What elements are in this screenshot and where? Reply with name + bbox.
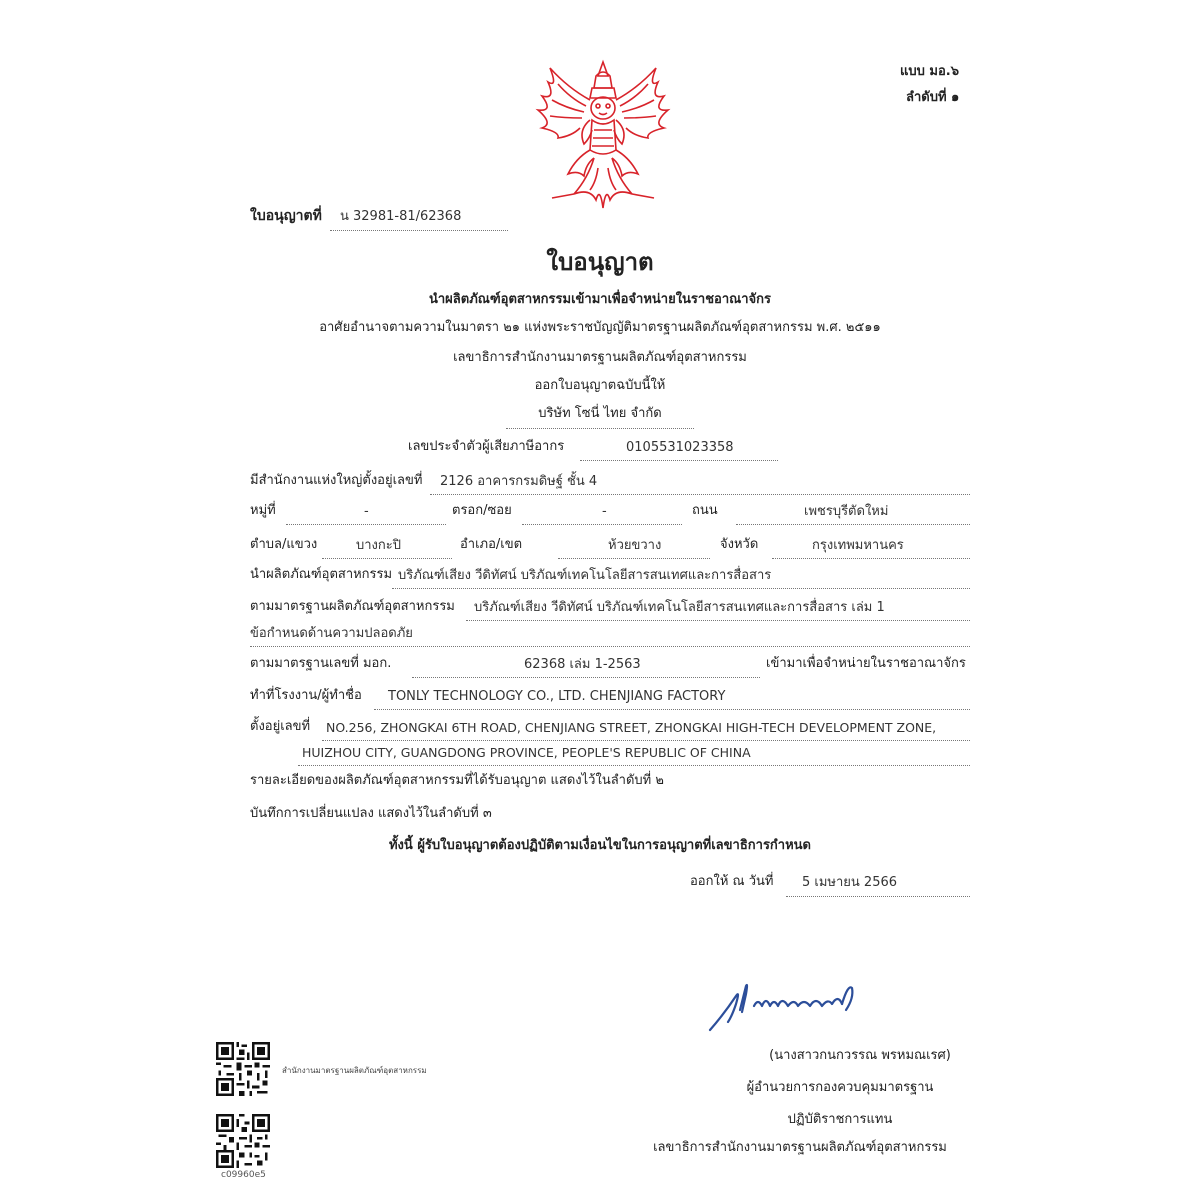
standard-no-suffix: เข้ามาเพื่อจำหน่ายในราชอาณาจักร: [766, 656, 966, 671]
company-name: บริษัท โซนี่ ไทย จำกัด: [538, 406, 662, 421]
standard-no-label: ตามมาตรฐานเลขที่ มอก.: [250, 656, 392, 671]
qr-code-icon: [216, 1114, 270, 1168]
amphoe-value: ห้วยขวาง: [608, 538, 662, 553]
office-value: 2126 อาคารกรมดิษฐ์ ชั้น 4: [440, 474, 598, 489]
signer-position: ผู้อำนวยการกองควบคุมมาตรฐาน: [746, 1080, 934, 1095]
road-value: เพชรบุรีตัดใหม่: [804, 504, 889, 519]
license-number-value: น 32981-81/62368: [340, 209, 462, 224]
order-number: ลำดับที่ ๑: [906, 90, 960, 105]
signer-for: เลขาธิการสำนักงานมาตรฐานผลิตภัณฑ์อุตสาหกรรม: [653, 1140, 947, 1155]
issued-value: 5 เมษายน 2566: [802, 875, 898, 890]
issued-label: ออกให้ ณ วันที่: [690, 874, 774, 889]
standard-no-value: 62368 เล่ม 1-2563: [524, 657, 641, 672]
standard-label: ตามมาตรฐานผลิตภัณฑ์อุตสาหกรรม: [250, 599, 455, 614]
signer-acting: ปฏิบัติราชการแทน: [787, 1112, 893, 1127]
dotted-line: [330, 230, 508, 231]
dotted-line: [522, 524, 682, 525]
changes-note: บันทึกการเปลี่ยนแปลง แสดงไว้ในลำดับที่ ๓: [250, 806, 492, 821]
details-note: รายละเอียดของผลิตภัณฑ์อุตสาหกรรมที่ได้รับอนุญาต แสดงไว้ในลำดับที่ ๒: [250, 773, 664, 788]
issuer-text: เลขาธิการสำนักงานมาตรฐานผลิตภัณฑ์อุตสาหกรรม: [453, 350, 747, 365]
dotted-line: [250, 646, 970, 647]
dotted-line: [736, 524, 970, 525]
dotted-line: [412, 677, 760, 678]
condition-text: ทั้งนี้ ผู้รับใบอนุญาตต้องปฏิบัติตามเงื่อนไขในการอนุญาตที่เลขาธิการกำหนด: [388, 838, 811, 853]
issue-to-text: ออกใบอนุญาตฉบับนี้ให้: [534, 378, 666, 393]
moo-label: หมู่ที่: [250, 503, 276, 518]
product-label: นำผลิตภัณฑ์อุตสาหกรรม: [250, 567, 393, 582]
soi-value: -: [602, 504, 607, 519]
tambon-label: ตำบล/แขวง: [250, 537, 318, 552]
dotted-line: [392, 588, 970, 589]
dotted-line: [506, 428, 694, 429]
dotted-line: [430, 494, 970, 495]
dotted-line: [322, 558, 452, 559]
factory-address-line1: NO.256, ZHONGKAI 6TH ROAD, CHENJIANG STREET, ZHONGKAI HIGH-TECH DEVELOPMENT ZONE,: [326, 720, 937, 735]
dotted-line: [580, 460, 778, 461]
tax-id-label: เลขประจำตัวผู้เสียภาษีอากร: [408, 439, 565, 454]
dotted-line: [466, 620, 970, 621]
factory-label: ทำที่โรงงาน/ผู้ทำชื่อ: [250, 688, 362, 703]
tambon-value: บางกะปิ: [356, 538, 402, 553]
signer-name: (นางสาวกนกวรรณ พรหมณเรศ): [769, 1048, 951, 1063]
product-value: บริภัณฑ์เสียง วีดิทัศน์ บริภัณฑ์เทคโนโลยีสารสนเทศและการสื่อสาร: [398, 568, 772, 583]
standard-value-line2: ข้อกำหนดด้านความปลอดภัย: [250, 626, 413, 641]
amphoe-label: อำเภอ/เขต: [460, 537, 523, 552]
qr-caption: สำนักงานมาตรฐานผลิตภัณฑ์อุตสาหกรรม: [282, 1066, 427, 1075]
province-label: จังหวัด: [720, 537, 759, 552]
dotted-line: [374, 709, 970, 710]
qr-code-text: c09960e5: [221, 1170, 266, 1180]
dotted-line: [322, 740, 970, 741]
standard-value-line1: บริภัณฑ์เสียง วีดิทัศน์ บริภัณฑ์เทคโนโลยีสารสนเทศและการสื่อสาร เล่ม 1: [474, 600, 885, 615]
garuda-emblem-icon: [528, 58, 678, 214]
qr-code-icon: [216, 1042, 270, 1096]
dotted-line: [298, 765, 970, 766]
factory-address-label: ตั้งอยู่เลขที่: [250, 719, 311, 734]
province-value: กรุงเทพมหานคร: [812, 538, 904, 553]
road-label: ถนน: [692, 503, 718, 518]
factory-address-line2: HUIZHOU CITY, GUANGDONG PROVINCE, PEOPLE'S REPUBLIC OF CHINA: [302, 745, 751, 760]
soi-label: ตรอก/ซอย: [452, 503, 512, 518]
signature-icon: [706, 976, 866, 1036]
office-label: มีสำนักงานแห่งใหญ่ตั้งอยู่เลขที่: [250, 473, 423, 488]
dotted-line: [772, 558, 970, 559]
dotted-line: [786, 896, 970, 897]
dotted-line: [558, 558, 710, 559]
dotted-line: [286, 524, 446, 525]
form-number: แบบ มอ.๖: [900, 64, 959, 79]
factory-value: TONLY TECHNOLOGY CO., LTD. CHENJIANG FACTORY: [388, 689, 726, 704]
document-title: ใบอนุญาต: [546, 248, 654, 276]
document-subtitle: นำผลิตภัณฑ์อุตสาหกรรมเข้ามาเพื่อจำหน่ายในราชอาณาจักร: [429, 292, 771, 307]
tax-id-value: 0105531023358: [626, 440, 734, 455]
moo-value: -: [364, 504, 369, 519]
license-number-label: ใบอนุญาตที่: [250, 208, 322, 224]
authority-text: อาศัยอำนาจตามความในมาตรา ๒๑ แห่งพระราชบัญญัติมาตรฐานผลิตภัณฑ์อุตสาหกรรม พ.ศ. ๒๕๑๑: [319, 320, 881, 335]
